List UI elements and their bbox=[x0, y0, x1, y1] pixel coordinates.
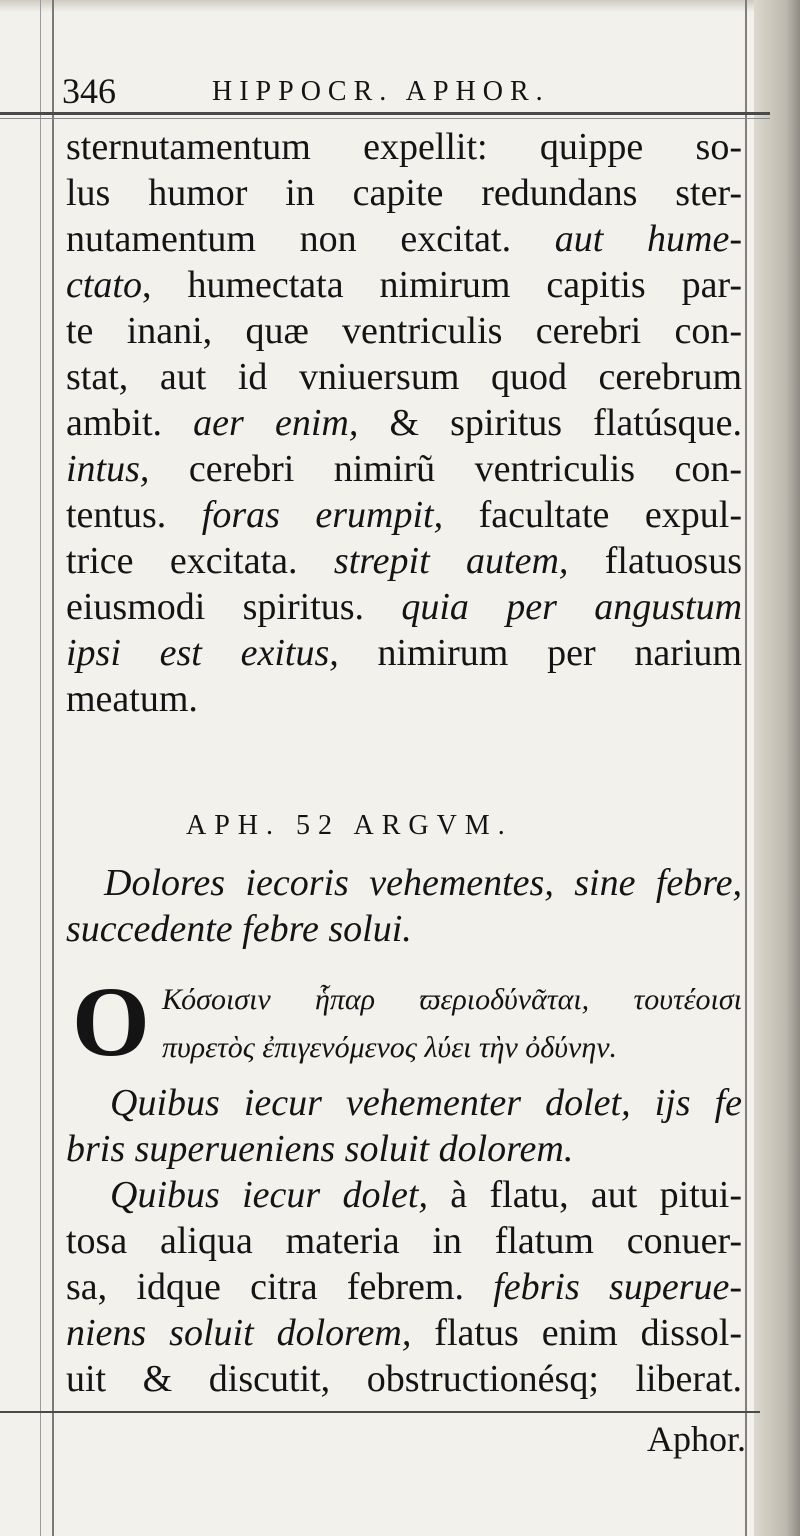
text-span: ambit. bbox=[66, 402, 194, 444]
argument-line: Dolores iecoris vehementes, sine febre, bbox=[104, 862, 742, 904]
rule-line bbox=[40, 0, 41, 1536]
page-top-shadow bbox=[0, 0, 800, 12]
rule-line bbox=[745, 0, 747, 1536]
page-number: 346 bbox=[62, 71, 116, 111]
text-line bbox=[66, 400, 742, 446]
text-line bbox=[66, 538, 742, 584]
argument-line: succedente febre solui. bbox=[66, 908, 412, 950]
greek-line: πυρετὸς ἐπιγενόμενος λύει τὴν ὀδύνην. bbox=[162, 1031, 618, 1064]
text-span: sa, idque citra febrem. bbox=[66, 1266, 494, 1308]
italic-span: febris superue- bbox=[493, 1266, 742, 1308]
commentary-text bbox=[66, 124, 742, 722]
greek-text bbox=[162, 976, 742, 1072]
italic-span: ipsi est exitus, bbox=[66, 632, 339, 674]
text-span: sternutamentum expellit: quippe so- bbox=[66, 126, 742, 168]
text-span: flatus enim dissol- bbox=[411, 1312, 742, 1354]
page-header bbox=[62, 70, 662, 110]
text-span: tosa aliqua materia in flatum conuer- bbox=[66, 1220, 742, 1262]
text-line bbox=[66, 1356, 742, 1402]
italic-span: bris superueniens soluit dolorem. bbox=[66, 1128, 574, 1170]
text-line bbox=[66, 1126, 742, 1172]
italic-span: ctato bbox=[66, 264, 142, 306]
text-span: trice excitata. bbox=[66, 540, 334, 582]
rule-line bbox=[0, 1411, 760, 1413]
drop-cap: O bbox=[72, 966, 150, 1077]
rule-line bbox=[0, 112, 770, 115]
text-line bbox=[66, 1080, 742, 1126]
italic-span: intus, bbox=[66, 448, 150, 490]
text-line bbox=[66, 308, 742, 354]
text-line bbox=[66, 170, 742, 216]
latin-translation bbox=[66, 1080, 742, 1402]
text-span: tentus. bbox=[66, 494, 202, 536]
text-span: nutamentum non excitat. bbox=[66, 218, 555, 260]
running-title: HIPPOCR. APHOR. bbox=[212, 76, 550, 107]
text-line bbox=[66, 216, 742, 262]
italic-span: strepit autem, bbox=[333, 540, 569, 582]
text-span: flatuosus bbox=[568, 540, 742, 582]
argument-heading: APH. 52 ARGVM. bbox=[186, 810, 513, 841]
text-line bbox=[66, 124, 742, 170]
text-span: & spiritus flatúsque. bbox=[358, 402, 742, 444]
argument-text bbox=[66, 860, 742, 952]
text-span: te inani, quæ ventriculis cerebri con- bbox=[66, 310, 742, 352]
text-span: , humectata nimirum capitis par- bbox=[141, 264, 742, 306]
italic-span: aer enim, bbox=[193, 402, 359, 444]
text-span: cerebri nimirũ ventriculis con- bbox=[149, 448, 742, 490]
text-line bbox=[66, 354, 742, 400]
italic-span: foras erumpit, bbox=[201, 494, 444, 536]
text-line bbox=[66, 676, 742, 722]
italic-span: quia per angustum bbox=[401, 586, 743, 628]
catchword: Aphor. bbox=[647, 1419, 746, 1459]
italic-span: niens soluit dolorem, bbox=[66, 1312, 412, 1354]
text-span: meatum. bbox=[66, 678, 198, 720]
text-span: eiusmodi spiritus. bbox=[66, 586, 402, 628]
text-span: facultate expul- bbox=[443, 494, 742, 536]
italic-span: Quibus iecur dolet, bbox=[110, 1174, 428, 1216]
text-line bbox=[66, 1218, 742, 1264]
text-line bbox=[66, 446, 742, 492]
text-line bbox=[66, 492, 742, 538]
text-line bbox=[66, 1264, 742, 1310]
text-span: à flatu, aut pitui- bbox=[427, 1174, 742, 1216]
text-line bbox=[66, 262, 742, 308]
rule-line bbox=[0, 118, 770, 119]
text-line bbox=[66, 584, 742, 630]
greek-line: Κόσοισιν ἧπαρ ϖεριοδύνᾶται, τουτέοισι bbox=[162, 983, 742, 1016]
text-span: stat, aut id vniuersum quod cerebrum bbox=[66, 356, 742, 398]
italic-span: aut hume- bbox=[554, 218, 743, 260]
rule-line bbox=[52, 0, 54, 1536]
text-span: nimirum per narium bbox=[338, 632, 742, 674]
text-line bbox=[66, 1172, 742, 1218]
text-line bbox=[66, 1310, 742, 1356]
text-span: lus humor in capite redundans ster- bbox=[66, 172, 742, 214]
page-gutter-shadow bbox=[754, 0, 800, 1536]
text-line bbox=[66, 630, 742, 676]
italic-span: Quibus iecur vehementer dolet, ijs fe bbox=[110, 1082, 742, 1124]
text-span: uit & discutit, obstructionésq; liberat. bbox=[66, 1358, 742, 1400]
